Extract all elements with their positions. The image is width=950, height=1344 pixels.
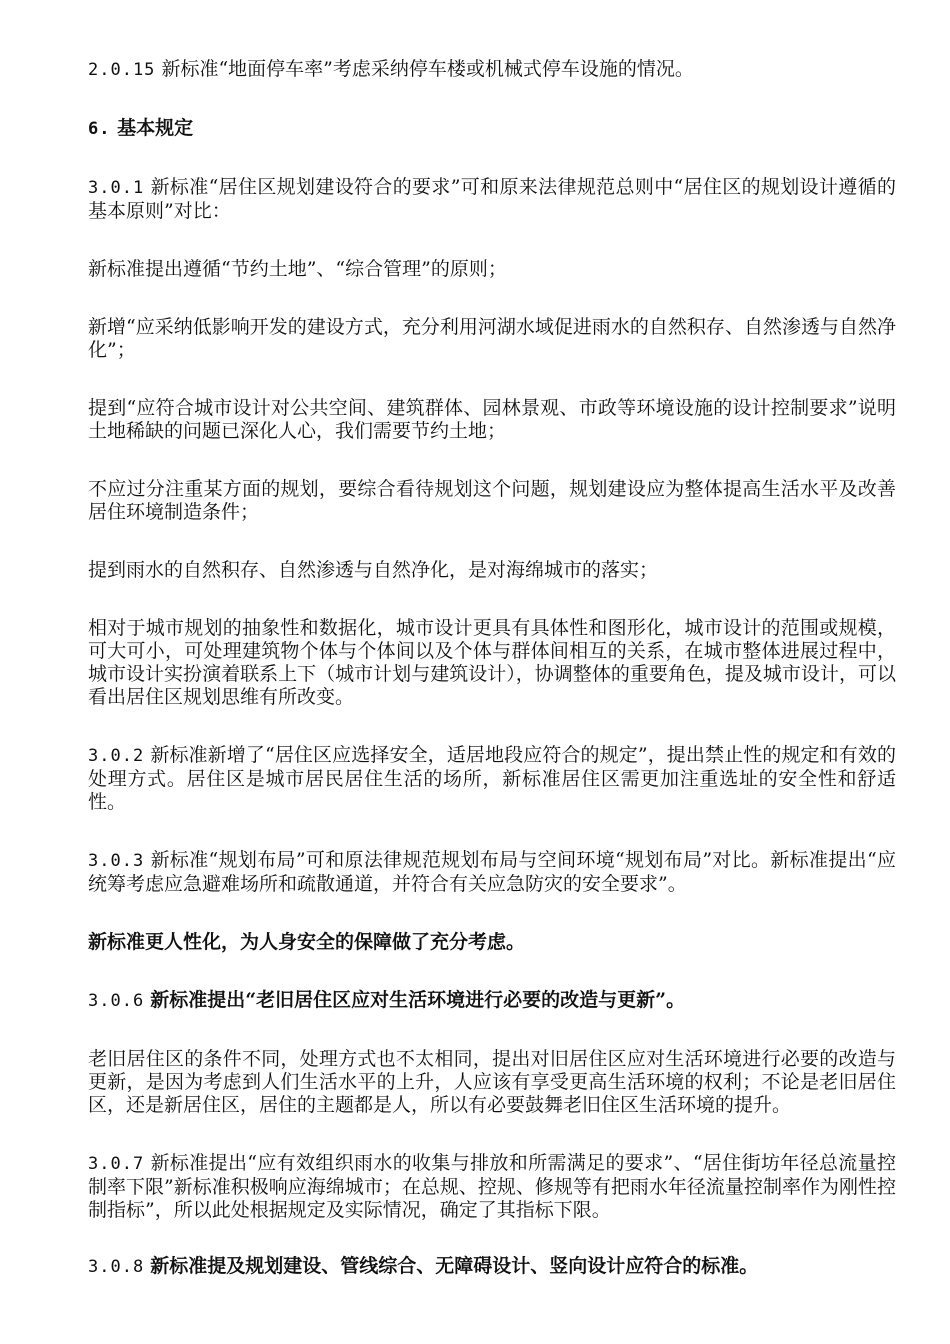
- paragraph-3-0-1: [88, 176, 896, 223]
- paragraph-3-0-2: [88, 744, 896, 814]
- paragraph-text: 新标准提及规划建设、管线综合、无障碍设计、竖向设计应符合的标准。: [150, 1255, 759, 1277]
- section-heading: [88, 117, 896, 141]
- paragraph-3-0-3: [88, 849, 896, 896]
- clause-number: 3.0.8: [88, 1257, 145, 1277]
- clause-number: 3.0.6: [88, 991, 145, 1011]
- clause-number: 3.0.7: [88, 1154, 145, 1174]
- clause-number: 3.0.3: [88, 851, 145, 871]
- section-number: 6.: [88, 119, 111, 139]
- paragraph-3-0-6: [88, 989, 896, 1013]
- paragraph: 提到“应符合城市设计对公共空间、建筑群体、园林景观、市政等环境设施的设计控制要求”说明土地稀缺的问题已深化人心，我们需要节约土地；: [88, 397, 896, 442]
- paragraph-3-0-8: [88, 1255, 896, 1279]
- paragraph-text: 新标准“地面停车率”考虑采纳停车楼或机械式停车设施的情况。: [161, 58, 694, 80]
- paragraph: 不应过分注重某方面的规划，要综合看待规划这个问题，规划建设应为整体提高生活水平及改善居住环境制造条件；: [88, 478, 896, 523]
- clause-number: 3.0.1: [88, 178, 145, 198]
- paragraph: 相对于城市规划的抽象性和数据化，城市设计更具有具体性和图形化，城市设计的范围或规模，可大可小，可处理建筑物个体与个体间以及个体与群体间相互的关系，在城市整体进展过程中，城市设计实扮演着联系上下（城市计划与建筑设计），协调整体的重要角色，提及城市设计，可以看出居住区规划思维有所改变。: [88, 617, 896, 708]
- paragraph: 新标准提出遵循“节约土地”、“综合管理”的原则；: [88, 258, 507, 280]
- paragraph-3-0-7: [88, 1152, 896, 1222]
- paragraph-2-0-15: [88, 58, 896, 82]
- clause-number: 3.0.2: [88, 746, 145, 766]
- paragraph: 老旧居住区的条件不同，处理方式也不太相同，提出对旧居住区应对生活环境进行必要的改造与更新，是因为考虑到人们生活水平的上升，人应该有享受更高生活环境的权利；不论是老旧居住区，还是新居住区，居住的主题都是人，所以有必要鼓舞老旧住区生活环境的提升。: [88, 1048, 896, 1116]
- paragraph-text: 新标准新增了“居住区应选择安全，适居地段应符合的规定”，提出禁止性的规定和有效的处理方式。居住区是城市居民居住生活的场所，新标准居住区需更加注重选址的安全性和舒适性。: [88, 744, 896, 813]
- document-page: [88, 58, 896, 1314]
- emphasis-paragraph: 新标准更人性化，为人身安全的保障做了充分考虑。: [88, 931, 526, 953]
- paragraph-text: 新标准“规划布局”可和原法律规范规划布局与空间环境“规划布局”对比。新标准提出“应统筹考虑应急避难场所和疏散通道，并符合有关应急防灾的安全要求”。: [88, 849, 896, 895]
- paragraph: 新增“应采纳低影响开发的建设方式，充分利用河湖水域促进雨水的自然积存、自然渗透与自然净化”；: [88, 316, 896, 361]
- paragraph-text: 新标准提出“老旧居住区应对生活环境进行必要的改造与更新”。: [150, 989, 686, 1011]
- paragraph-text: 新标准提出“应有效组织雨水的收集与排放和所需满足的要求”、“居住街坊年径总流量控制率下限”新标准积极响应海绵城市；在总规、控规、修规等有把雨水年径流量控制率作为刚性控制指标”，所以此处根据规定及实际情况，确定了其指标下限。: [88, 1152, 896, 1221]
- clause-number: 2.0.15: [88, 60, 156, 80]
- paragraph: 提到雨水的自然积存、自然渗透与自然净化，是对海绵城市的落实；: [88, 559, 659, 581]
- paragraph-text: 新标准“居住区规划建设符合的要求”可和原来法律规范总则中“居住区的规划设计遵循的基本原则”对比：: [88, 176, 896, 222]
- section-title: 基本规定: [117, 117, 194, 139]
